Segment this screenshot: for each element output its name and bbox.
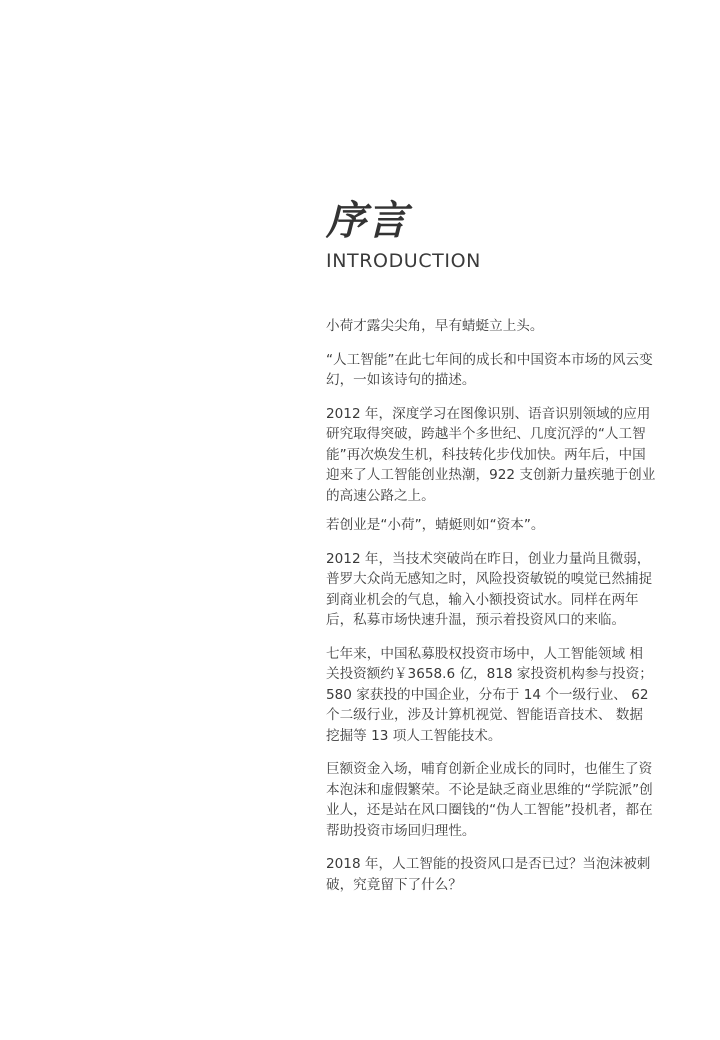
title-block xyxy=(326,196,706,274)
paragraph-3: 2012 年，深度学习在图像识别、语音识别领域的应用研究取得突破，跨越半个多世纪、几度沉浮的“人工智能”再次焕发生机，科技转化步伐加快。两年后，中国迎来了人工智能创业热潮，922 支创新力量疾驰于创业的高速公路之上。 xyxy=(326,405,656,504)
page-subtitle: INTRODUCTION xyxy=(326,250,481,272)
paragraph-5: 2012 年，当技术突破尚在昨日，创业力量尚且微弱，普罗大众尚无感知之时，风险投资敏锐的嗅觉已然捕捉到商业机会的气息，输入小额投资试水。同样在两年后，私募市场快速升温，预示着投资风口的来临。 xyxy=(326,550,653,628)
page-title: 序言 xyxy=(326,198,408,244)
paragraph-8: 2018 年，人工智能的投资风口是否已过？当泡沫被刺破，究竟留下了什么？ xyxy=(326,856,651,893)
paragraph-4: 若创业是“小荷”，蜻蜓则如“资本”。 xyxy=(326,517,545,533)
body-text xyxy=(326,316,656,908)
paragraph-2: “人工智能”在此七年间的成长和中国资本市场的风云变幻，一如该诗句的描述。 xyxy=(326,351,653,388)
paragraph-6: 七年来，中国私募股权投资市场中，人工智能领域 相关投资额约￥3658.6 亿，818 家投资机构参与投资；580 家获投的中国企业，分布于 14 个一级行业、 62 个二级行业，涉及计算机视觉、智能语音技术、 数据挖掘等 13 项人工智能技术。 xyxy=(326,645,653,744)
paragraph-1: 小荷才露尖尖角，早有蜻蜓立上头。 xyxy=(326,318,544,334)
paragraph-7: 巨额资金入场，哺育创新企业成长的同时，也催生了资本泡沫和虚假繁荣。不论是缺乏商业思维的“学院派”创业人，还是站在风口圈钱的“伪人工智能”投机者，都在帮助投资市场回归理性。 xyxy=(326,761,653,839)
